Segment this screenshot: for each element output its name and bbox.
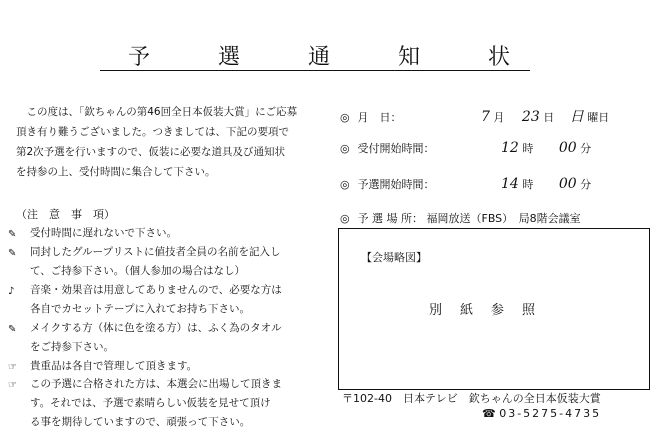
pen-icon: ✎ <box>8 324 17 335</box>
start-time-row <box>340 176 591 192</box>
hand-icon: ☞ <box>8 362 17 373</box>
month-value: 7 <box>481 109 490 125</box>
title-underline <box>100 70 530 71</box>
reception-label: 受付開始時間： <box>357 142 435 155</box>
minute-unit: 分 <box>580 142 592 155</box>
hand-icon: ☞ <box>8 380 17 391</box>
pen-icon: ✎ <box>8 229 17 240</box>
reception-minute: 00 <box>558 140 577 156</box>
note-line: 各自でカセットテープに入れてお持ち下さい。 <box>30 303 250 315</box>
note-line: て、ご持参下さい。（個人参加の場合はなし） <box>30 265 246 277</box>
weekday-value: 日 <box>569 109 584 125</box>
map-reference: 別紙参照 <box>429 303 554 318</box>
footer-phone <box>482 407 601 420</box>
document-title <box>100 40 530 68</box>
start-hour: 14 <box>501 176 519 192</box>
title-char: 状 <box>488 45 511 70</box>
phone-icon: ☎ <box>482 407 496 420</box>
venue-label: 予 選 場 所： <box>357 212 423 225</box>
reception-hour: 12 <box>501 140 519 156</box>
note-line: 同封したグループリストに値技者全員の名前を記入し <box>30 246 281 258</box>
note-item <box>8 357 333 376</box>
note-line: す。それでは、予選で素晴らしい仮装を見せて頂け <box>30 397 271 409</box>
notes-heading: （注 意 事 項） <box>16 208 115 221</box>
note-line: る事を期待していますので、頑張って下さい。 <box>30 416 251 428</box>
intro-line: この度は、「欽ちゃんの第46回全日本仮装大賞」にご応募 <box>26 106 298 118</box>
title-char: 通 <box>308 45 331 70</box>
note-line: をご持参下さい。 <box>30 341 114 353</box>
note-line: 音楽・効果音は用意してありませんので、必要な方は <box>30 284 282 296</box>
intro-paragraph <box>16 102 331 182</box>
note-item <box>8 224 333 243</box>
music-icon: ♪ <box>8 286 15 297</box>
phone-number: 03-5275-4735 <box>499 407 602 420</box>
bullet-icon: ◎ <box>340 178 350 191</box>
title-char: 選 <box>218 45 241 70</box>
intro-line: 頂き有り難うございました。つきましては、下記の要項で <box>16 126 289 138</box>
bullet-icon: ◎ <box>340 212 350 225</box>
start-label: 予選開始時間： <box>357 178 435 191</box>
note-line: 受付時間に遅れないで下さい。 <box>30 227 177 239</box>
note-line: この予選に合格された方は、本選会に出場して頂きま <box>30 378 282 390</box>
note-item <box>8 243 333 281</box>
hour-unit: 時 <box>522 142 534 155</box>
bullet-icon: ◎ <box>340 142 350 155</box>
day-value: 23 <box>521 109 540 125</box>
pen-icon: ✎ <box>8 248 17 259</box>
bullet-icon: ◎ <box>340 111 350 124</box>
footer-address: 〒102-40 日本テレビ 欽ちゃんの全日本仮装大賞 <box>342 392 601 405</box>
date-row <box>340 106 609 126</box>
date-label: 月 日： <box>357 111 402 124</box>
month-unit: 月 <box>493 111 505 124</box>
reception-time-row <box>340 140 591 156</box>
intro-line: を持参の上、受付時間に集合して下さい。 <box>16 166 216 178</box>
weekday-unit: 曜日 <box>587 111 610 124</box>
note-item <box>8 319 333 357</box>
note-line: 貴重品は各自で管理して頂きます。 <box>30 360 198 372</box>
intro-line: 第2次予選を行いますので、仮装に必要な道具及び通知状 <box>16 146 285 158</box>
venue-map-box <box>338 228 650 390</box>
day-unit: 日 <box>543 111 555 124</box>
venue-row <box>340 210 581 226</box>
map-caption: 【会場略図】 <box>361 251 427 264</box>
hour-unit: 時 <box>522 178 534 191</box>
title-char: 知 <box>398 45 421 70</box>
minute-unit: 分 <box>580 178 592 191</box>
start-minute: 00 <box>558 176 577 192</box>
title-char: 予 <box>128 45 151 70</box>
note-line: メイクする方（体に色を塗る方）は、ふく為のタオル <box>30 322 282 334</box>
note-item <box>8 375 333 432</box>
venue-value: 福岡放送（FBS） 局8階会議室 <box>426 212 581 225</box>
note-item <box>8 281 333 319</box>
